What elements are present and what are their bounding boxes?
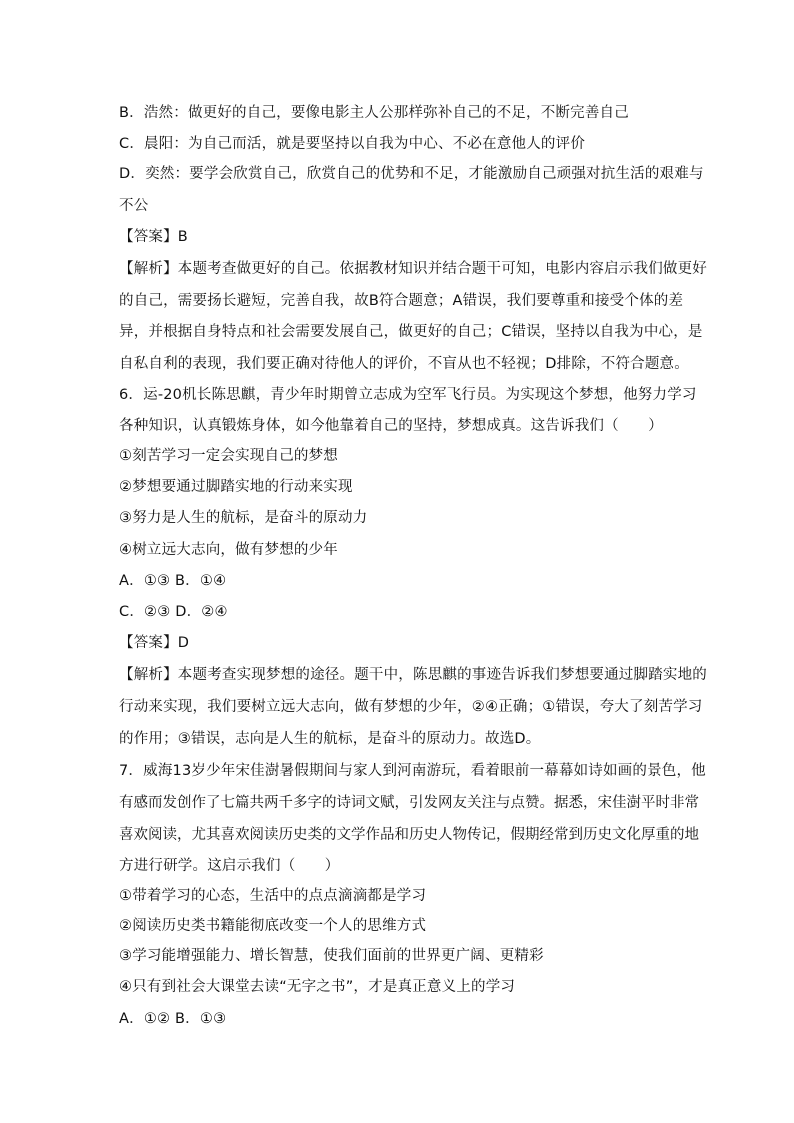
option-b: B．浩然：做更好的自己，要像电影主人公那样弥补自己的不足，不断完善自己 <box>119 105 629 121</box>
analysis-5-line-4: 自私自利的表现，我们要正确对待他人的评价，不盲从也不轻视；D排除，不符合题意。 <box>119 356 689 372</box>
option-d: D．奕然：要学会欣赏自己，欣赏自己的优势和不足，才能激励自己顽强对抗生活的艰难与 <box>119 166 704 182</box>
question-7-item-1: ①带着学习的心态，生活中的点点滴滴都是学习 <box>119 888 427 904</box>
question-6-item-4: ④树立远大志向，做有梦想的少年 <box>119 542 338 558</box>
question-6-item-3: ③努力是人生的航标，是奋斗的原动力 <box>119 510 368 526</box>
question-7-line-3: 喜欢阅读，尤其喜欢阅读历史类的文学作品和历史人物传记，假期经常到历史文化厚重的地 <box>119 827 699 843</box>
analysis-5-line-3: 异，并根据自身特点和社会需要发展自己，做更好的自己；C错误，坚持以自我为中心，是 <box>119 324 703 340</box>
analysis-6-line-1: 【解析】本题考查实现梦想的途径。题干中，陈思麒的事迹告诉我们梦想要通过脚踏实地的 <box>119 667 707 683</box>
analysis-6-line-2: 行动来实现，我们要树立远大志向，做有梦想的少年，②④正确；①错误，夸大了刻苦学习 <box>119 699 703 715</box>
option-c: C．晨阳：为自己而活，就是要坚持以自我为中心、不必在意他人的评价 <box>119 136 586 152</box>
analysis-5-line-1: 【解析】本题考查做更好的自己。依据教材知识并结合题干可知，电影内容启示我们做更好 <box>119 261 707 277</box>
question-7-item-2: ②阅读历史类书籍能彻底改变一个人的思维方式 <box>119 918 427 934</box>
question-7-line-4: 方进行研学。这启示我们（ ） <box>119 858 340 874</box>
analysis-6-line-3: 的作用；③错误，志向是人生的航标，是奋斗的原动力。故选D。 <box>119 731 541 747</box>
question-7-line-1: 7．威海13岁少年宋佳澍暑假期间与家人到河南游玩，看着眼前一幕幕如诗如画的景色，他 <box>119 763 706 779</box>
question-6-line-2: 各种知识，认真锻炼身体，如今他靠着自己的坚持，梦想成真。这告诉我们（ ） <box>119 418 663 434</box>
option-d-continued: 不公 <box>119 198 149 214</box>
analysis-5-line-2: 的自己，需要扬长避短，完善自我，故B符合题意；A错误，我们要尊重和接受个体的差 <box>119 293 684 309</box>
question-7-item-4: ④只有到社会大课堂去读“无字之书”，才是真正意义上的学习 <box>119 979 516 995</box>
question-6-line-1: 6．运-20机长陈思麒，青少年时期曾立志成为空军飞行员。为实现这个梦想，他努力学习 <box>119 387 697 403</box>
answer-5: 【答案】B <box>119 229 188 245</box>
question-6-options-cd: C．②③ D．②④ <box>119 604 228 620</box>
question-7-line-2: 有感而发创作了七篇共两千多字的诗词文赋，引发网友关注与点赞。据悉，宋佳澍平时非常 <box>119 795 699 811</box>
question-6-item-2: ②梦想要通过脚踏实地的行动来实现 <box>119 479 353 495</box>
question-7-options-ab: A．①② B．①③ <box>119 1011 227 1027</box>
question-6-item-1: ①刻苦学习一定会实现自己的梦想 <box>119 448 338 464</box>
question-7-item-3: ③学习能增强能力、增长智慧，使我们面前的世界更广阔、更精彩 <box>119 948 544 964</box>
question-6-options-ab: A．①③ B．①④ <box>119 573 227 589</box>
answer-6: 【答案】D <box>119 635 190 651</box>
